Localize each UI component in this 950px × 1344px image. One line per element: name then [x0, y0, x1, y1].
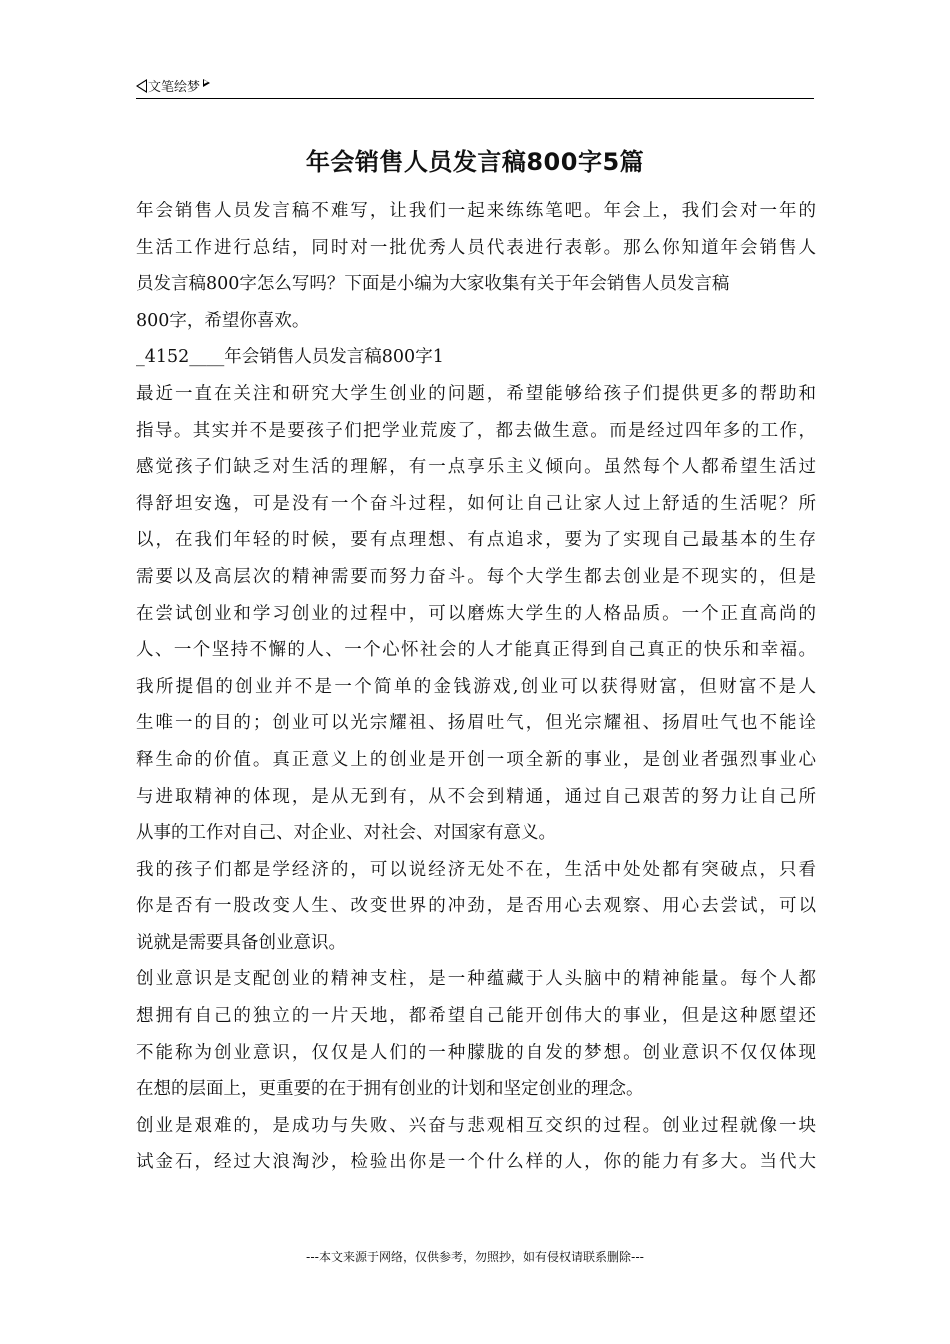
text-line: 员发言稿800字怎么写吗？下面是小编为大家收集有关于年会销售人员发言稿 — [136, 274, 730, 295]
text-line: 在尝试创业和学习创业的过程中，可以磨炼大学生的人格品质。一个正直高尚的 — [136, 603, 816, 624]
text-line: 想拥有自己的独立的一片天地，都希望自己能开创伟大的事业，但是这种愿望还 — [136, 1006, 816, 1027]
text-line: 创业是艰难的，是成功与失败、兴奋与悲观相互交织的过程。创业过程就像一块 — [136, 1115, 816, 1136]
document-title: 年会销售人员发言稿800字5篇 — [305, 148, 645, 176]
text-line: 不能称为创业意识，仅仅是人们的一种朦胧的自发的梦想。创业意识不仅仅体现 — [136, 1042, 816, 1063]
text-line: 感觉孩子们缺乏对生活的理解，有一点享乐主义倾向。虽然每个人都希望生活过 — [136, 457, 816, 478]
text-line: 人、一个坚持不懈的人、一个心怀社会的人才能真正得到自己真正的快乐和幸福。 — [136, 640, 816, 661]
text-line: 从事的工作对自己、对企业、对社会、对国家有意义。 — [136, 823, 556, 844]
brand-logo — [136, 76, 210, 95]
text-line: 试金石，经过大浪淘沙，检验出你是一个什么样的人，你的能力有多大。当代大 — [136, 1152, 816, 1173]
document-body — [136, 196, 816, 1184]
text-line: 指导。其实并不是要孩子们把学业荒废了，都去做生意。而是经过四年多的工作， — [136, 420, 816, 441]
text-line: 释生命的价值。真正意义上的创业是开创一项全新的事业，是创业者强烈事业心 — [136, 749, 816, 770]
left-triangle-icon — [136, 79, 147, 93]
text-line: 生唯一的目的；创业可以光宗耀祖、扬眉吐气，但光宗耀祖、扬眉吐气也不能诠 — [136, 713, 816, 734]
text-line: 需要以及高层次的精神需要而努力奋斗。每个大学生都去创业是不现实的，但是 — [136, 566, 816, 587]
text-line: 最近一直在关注和研究大学生创业的问题，希望能够给孩子们提供更多的帮助和 — [136, 383, 816, 404]
text-line: 我的孩子们都是学经济的，可以说经济无处不在，生活中处处都有突破点，只看 — [136, 859, 816, 880]
text-line: 在想的层面上，更重要的在于拥有创业的计划和坚定创业的理念。 — [136, 1079, 644, 1100]
text-line: 年会销售人员发言稿不难写，让我们一起来练练笔吧。年会上，我们会对一年的 — [136, 201, 816, 221]
right-triangle-icon — [203, 79, 210, 87]
page-header — [136, 74, 814, 99]
text-line: 创业意识是支配创业的精神支柱，是一种蕴藏于人头脑中的精神能量。每个人都 — [136, 969, 816, 990]
footer-notice: ---本文来源于网络，仅供参考，勿照抄，如有侵权请联系删除--- — [306, 1250, 644, 1264]
text-line: _4152____年会销售人员发言稿800字1 — [136, 347, 444, 368]
text-line: 生活工作进行总结，同时对一批优秀人员代表进行表彰。那么你知道年会销售人 — [136, 237, 816, 258]
brand-text: 文笔绘梦 — [148, 80, 201, 95]
text-line: 我所提倡的创业并不是一个简单的金钱游戏,创业可以获得财富，但财富不是人 — [136, 676, 816, 697]
text-line: 得舒坦安逸，可是没有一个奋斗过程，如何让自己让家人过上舒适的生活呢？所 — [136, 493, 816, 514]
text-line: 你是否有一股改变人生、改变世界的冲劲，是否用心去观察、用心去尝试，可以 — [136, 896, 816, 917]
text-line: 说就是需要具备创业意识。 — [136, 932, 346, 953]
text-line: 与进取精神的体现，是从无到有，从不会到精通，通过自己艰苦的努力让自己所 — [136, 786, 816, 807]
text-line: 800字，希望你喜欢。 — [136, 310, 310, 331]
text-line: 以，在我们年轻的时候，要有点理想、有点追求，要为了实现自己最基本的生存 — [136, 530, 816, 551]
